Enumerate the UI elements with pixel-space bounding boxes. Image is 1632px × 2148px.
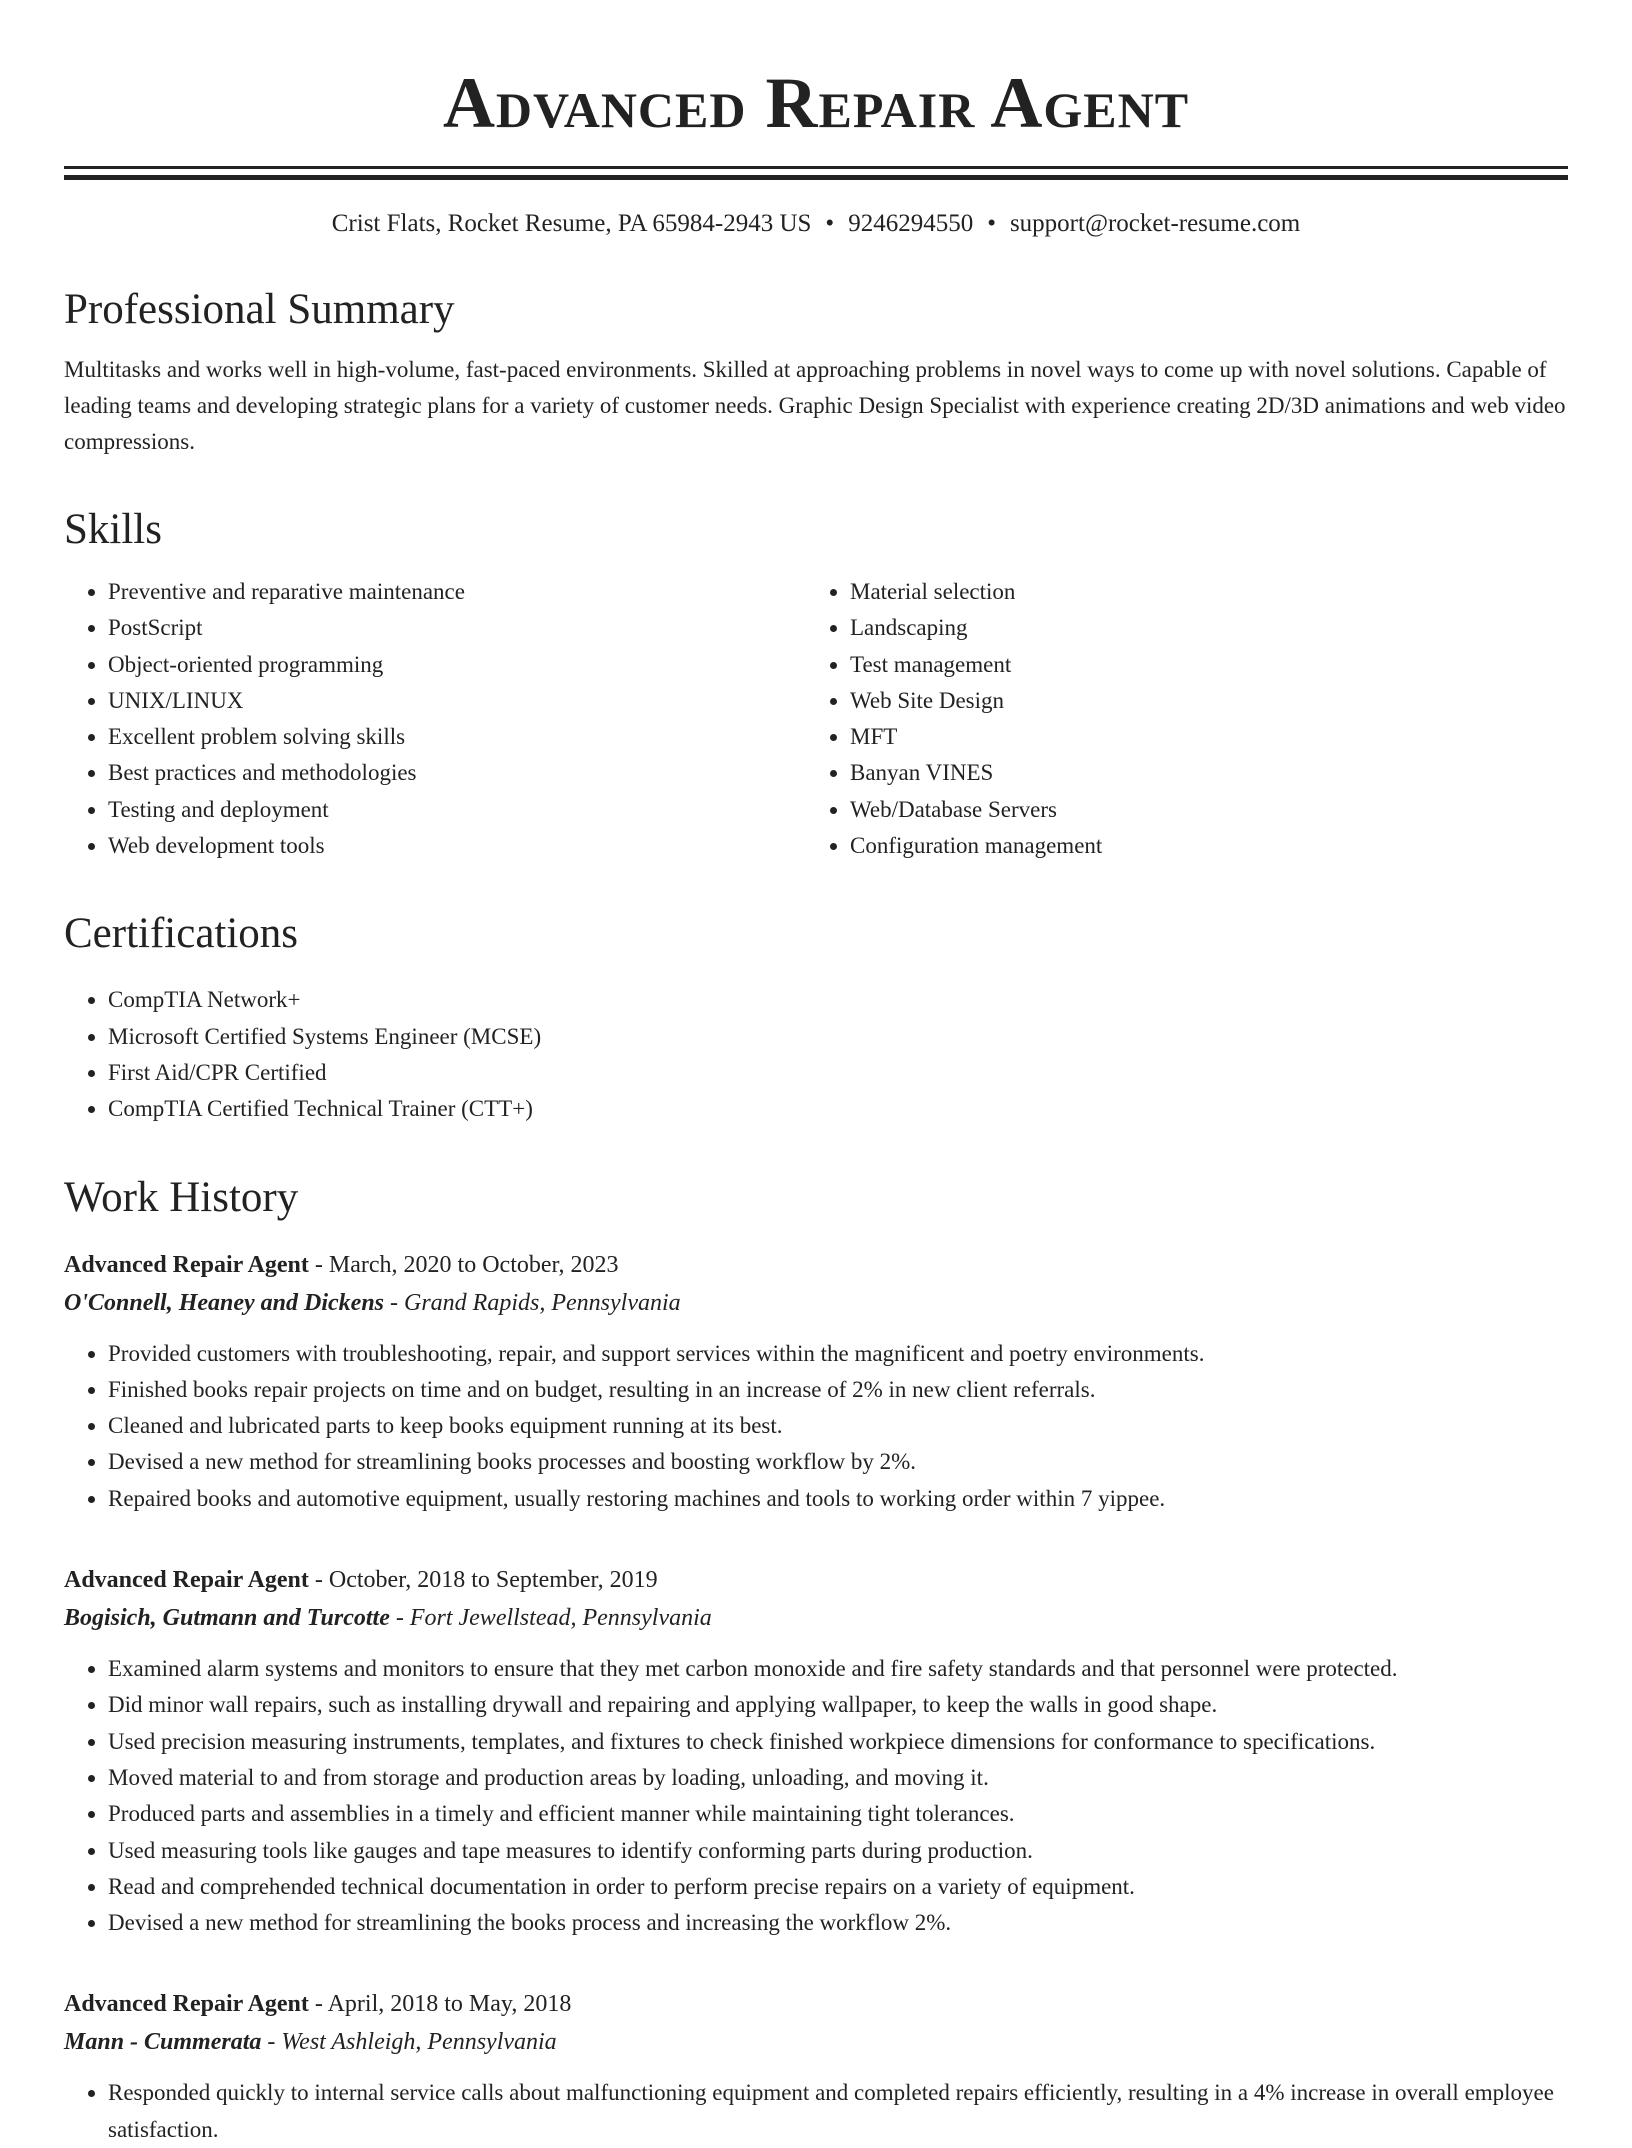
job-entry — [64, 1246, 1568, 1517]
job-bullet: • Moved material to and from storage and production areas by loading, unloading, and moving it. — [108, 1760, 1568, 1796]
skills-list — [64, 574, 1568, 864]
job-company: Bogisich, Gutmann and Turcotte — [64, 1605, 390, 1632]
job-title-line — [64, 1561, 1568, 1599]
skill-item: • Web Site Design — [850, 683, 1548, 719]
certification-item: • CompTIA Network+ — [108, 982, 1568, 1018]
job-company: Mann - Cummerata — [64, 2029, 262, 2056]
skill-item: • Configuration management — [850, 828, 1548, 864]
job-bullet: • Repaired books and automotive equipment, usually restoring machines and tools to working order within 7 yippee. — [108, 1481, 1568, 1517]
job-bullet: • Produced parts and assemblies in a timely and efficient manner while maintaining tight tolerances. — [108, 1796, 1568, 1832]
job-bullet: • Devised a new method for streamlining books processes and boosting workflow by 2%. — [108, 1444, 1568, 1480]
job-bullet: • Responded quickly to internal service calls about malfunctioning equipment and completed repairs efficiently, resulting in a 4% increase in overall employee satisfaction. — [108, 2075, 1568, 2148]
job-location: - West Ashleigh, Pennsylvania — [261, 2029, 557, 2056]
contact-separator: • — [987, 210, 996, 237]
skill-item: • Banyan VINES — [850, 755, 1548, 791]
contact-phone: 9246294550 — [848, 210, 974, 237]
job-bullet: • Finished books repair projects on time and on budget, resulting in an increase of 2% in new client referrals. — [108, 1372, 1568, 1408]
header-rule-bottom — [64, 175, 1568, 180]
certifications-heading: Certifications — [64, 910, 299, 958]
job-title: Advanced Repair Agent — [64, 1991, 309, 2018]
certification-item: • Microsoft Certified Systems Engineer (MCSE) — [108, 1019, 1568, 1055]
job-title: Advanced Repair Agent — [64, 1567, 309, 1594]
job-company-line — [64, 1599, 1568, 1637]
skill-item: • Web development tools — [108, 828, 806, 864]
certification-item: • CompTIA Certified Technical Trainer (CTT+) — [108, 1091, 1568, 1127]
skill-item: • Material selection — [850, 574, 1548, 610]
job-bullets — [64, 1651, 1568, 1941]
job-location: - Fort Jewellstead, Pennsylvania — [389, 1605, 712, 1632]
job-bullets — [64, 1336, 1568, 1517]
job-title-line — [64, 1985, 1568, 2023]
contact-line — [64, 208, 1568, 240]
work-history-heading: Work History — [64, 1173, 299, 1221]
job-bullet: • Provided customers with troubleshooting, repair, and support services within the magnificent and poetry environments. — [108, 1336, 1568, 1372]
contact-address: Crist Flats, Rocket Resume, PA 65984-2943 US — [331, 210, 812, 237]
job-company-line — [64, 1284, 1568, 1322]
job-title: Advanced Repair Agent — [64, 1251, 309, 1278]
job-dates: - March, 2020 to October, 2023 — [308, 1251, 619, 1278]
resume-page — [64, 0, 1568, 2148]
job-title-line — [64, 1246, 1568, 1284]
skill-item: • UNIX/LINUX — [108, 683, 806, 719]
job-company-line — [64, 2023, 1568, 2061]
certifications-list — [64, 982, 1568, 1127]
skill-item: • Test management — [850, 647, 1548, 683]
job-company: O'Connell, Heaney and Dickens — [64, 1289, 385, 1316]
skill-item: • Web/Database Servers — [850, 792, 1548, 828]
contact-email: support@rocket-resume.com — [1009, 210, 1301, 237]
skills-column-right — [806, 574, 1548, 864]
candidate-name: Advanced Repair Agent — [442, 63, 1190, 143]
skill-item: • MFT — [850, 719, 1548, 755]
job-dates: - April, 2018 to May, 2018 — [308, 1991, 572, 2018]
job-bullet: • Did minor wall repairs, such as installing drywall and repairing and applying wallpaper, to keep the walls in good shape. — [108, 1687, 1568, 1723]
job-bullet: • Read and comprehended technical documentation in order to perform precise repairs on a variety of equipment. — [108, 1869, 1568, 1905]
skill-item: • Landscaping — [850, 610, 1548, 646]
job-bullet: • Devised a new method for streamlining the books process and increasing the workflow 2%. — [108, 1905, 1568, 1941]
job-dates: - October, 2018 to September, 2019 — [308, 1567, 658, 1594]
skills-column-left — [64, 574, 806, 864]
job-location: - Grand Rapids, Pennsylvania — [384, 1289, 681, 1316]
job-bullet: • Cleaned and lubricated parts to keep books equipment running at its best. — [108, 1408, 1568, 1444]
skill-item: • PostScript — [108, 610, 806, 646]
skill-item: • Best practices and methodologies — [108, 755, 806, 791]
skill-item: • Testing and deployment — [108, 792, 806, 828]
contact-separator: • — [825, 210, 835, 237]
skill-item: • Excellent problem solving skills — [108, 719, 806, 755]
job-bullet: • Examined alarm systems and monitors to ensure that they met carbon monoxide and fire safety standards and that personnel were protected. — [108, 1651, 1568, 1687]
skills-heading: Skills — [64, 506, 162, 553]
summary-text: Multitasks and works well in high-volume, fast-paced environments. Skilled at approaching problems in novel ways to come up with novel solutions. Capable of leading teams and developing strategic plans for a variety of customer needs. Graphic Design Specialist with experience creating 2D/3D animations and web video compressions. — [64, 357, 1566, 454]
certification-item: • First Aid/CPR Certified — [108, 1055, 1568, 1091]
skill-item: • Preventive and reparative maintenance — [108, 574, 806, 610]
header-rule-top — [64, 166, 1568, 169]
job-entry — [64, 1985, 1568, 2148]
skill-item: • Object-oriented programming — [108, 647, 806, 683]
job-bullet: • Used precision measuring instruments, templates, and fixtures to check finished workpiece dimensions for conformance to specifications. — [108, 1724, 1568, 1760]
job-entry — [64, 1561, 1568, 1941]
summary-heading: Professional Summary — [64, 286, 455, 333]
job-bullet: • Used measuring tools like gauges and tape measures to identify conforming parts during production. — [108, 1833, 1568, 1869]
